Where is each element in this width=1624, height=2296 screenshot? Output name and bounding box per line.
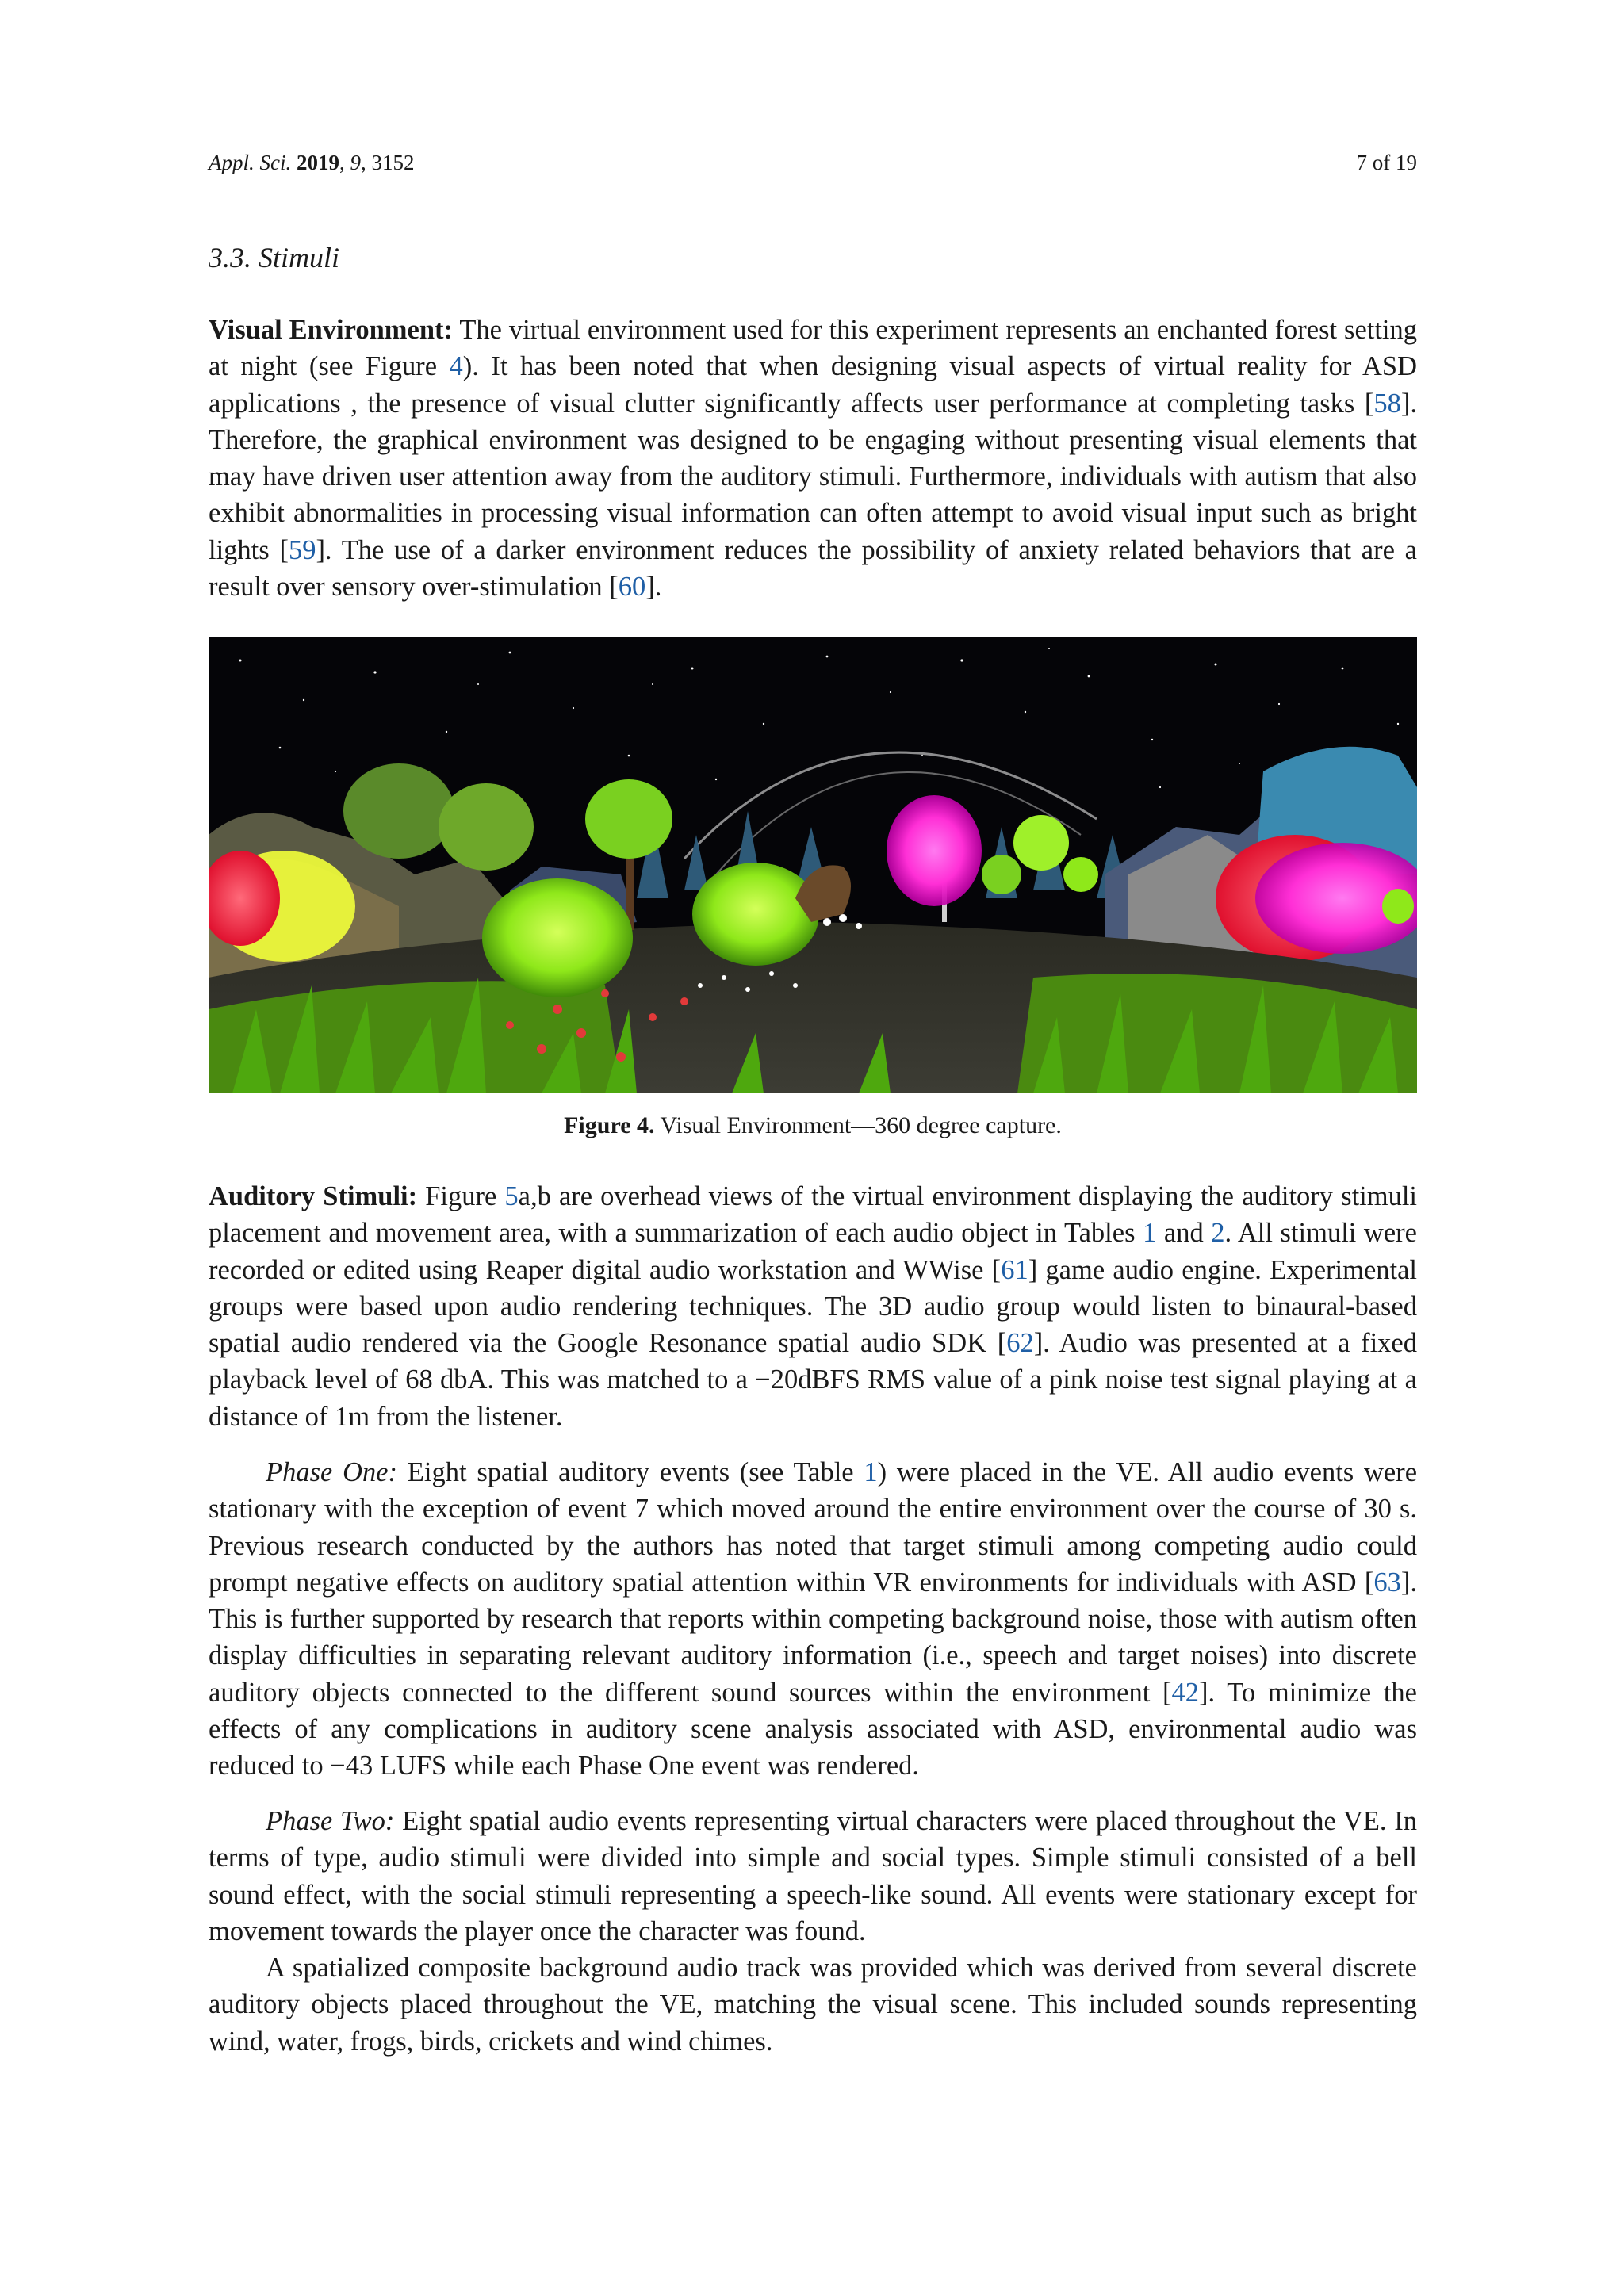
text-run: ] game audio engine. Experimental groups were based upon audio rendering techniques. The 3D audio group would listen to binaural-based spatial audio rendered via the Google Resonance spatial audio SDK [ [209,1254,1417,1359]
text-run: ) were placed in the VE. All audio events were stationary with the exception of event 7 which moved around the entire environment over the course of 30 s. Previous research conducted by the authors has noted that target stimuli among competing audio could prompt negative effects on auditory spatial attention within VR environments for individuals with ASD [ [209,1457,1418,1598]
lime-bush-left [482,878,633,997]
table-link[interactable]: 1 [1143,1218,1157,1249]
text-run: Figure [417,1181,505,1211]
figure-4-image [209,637,1417,1093]
figure-caption [209,1112,1417,1139]
text-run: a,b are overhead views of the virtual environment displaying the auditory stimuli placement and movement area, with a summarization of each audio object in Tables [209,1181,1417,1249]
table-link[interactable]: 2 [1211,1218,1225,1249]
text-run: ]. Therefore, the graphical environment was designed to be engaging without presenting visual elements that may have driven user attention away from the auditory stimuli. Furthermore, individuals with autism that also exhibit abnormalities in processing visual information can often attempt to avoid visual input such as bright lights [ [209,388,1417,565]
citation-link[interactable]: 60 [618,572,646,603]
text-run: ]. [645,572,662,603]
journal-name: Appl. Sci. [209,151,292,174]
text-run: Eight spatial audio events representing virtual characters were placed throughout the VE. In terms of type, audio stimuli were divided into simple and social types. Simple stimuli consisted of a bell sound effect, with the social stimuli representing a speech-like sound. All events were stationary except for movement towards the player once the character was found. [209,1806,1417,1946]
phase-two-paragraph [209,1803,1417,1950]
section-heading: 3.3. Stimuli [209,242,340,274]
citation-link[interactable]: 58 [1373,388,1401,419]
forest-scene-illustration [209,637,1417,1093]
figure-label: Figure 4. [564,1112,655,1138]
text-run: . All stimuli were recorded or edited using Reaper digital audio workstation and WWise [ [209,1218,1417,1285]
figure-link[interactable]: 4 [449,351,463,382]
paragraph-lead: Auditory Stimuli: [209,1181,418,1211]
background-audio-paragraph [209,1950,1417,2060]
lime-bush-center [692,863,819,966]
journal-volume: 9 [350,151,361,174]
text-run: A spatialized composite background audio track was provided which was derived from several discrete auditory objects placed throughout the VE, matching the visual scene. This included sounds representing wind, water, frogs, birds, crickets and wind chimes. [209,1953,1417,2057]
text-run: ]. To minimize the effects of any complications in auditory scene analysis associated with ASD, environmental audio was reduced to −43 LUFS while each Phase One event was rendered. [209,1677,1417,1781]
text-run: ). It has been noted that when designing visual aspects of virtual reality for ASD applications , the presence of visual clutter significantly affects user performance at completing tasks [ [209,351,1417,419]
journal-year: 2019 [296,151,339,174]
citation-link[interactable]: 62 [1006,1328,1034,1359]
text-run: Eight spatial auditory events (see Table [397,1457,864,1487]
figure-link[interactable]: 5 [504,1181,519,1211]
citation-link[interactable]: 61 [1001,1254,1028,1285]
paragraph-lead: Phase Two: [266,1806,395,1836]
figure-caption-text: Visual Environment—360 degree capture. [654,1112,1062,1138]
auditory-stimuli-paragraph [209,1178,1417,1435]
visual-environment-paragraph [209,312,1417,605]
phase-one-paragraph [209,1454,1417,1785]
citation-link[interactable]: 59 [288,534,316,565]
paragraph-lead: Phase One: [266,1457,398,1487]
text-run: The virtual environment used for this experiment represents an enchanted forest setting at night (see Figure [209,315,1418,382]
journal-citation: Appl. Sci. 2019, 9, 3152 [209,151,415,174]
text-run: and [1156,1218,1212,1249]
page-number: 7 of 19 [1356,151,1417,174]
text-run: ]. The use of a darker environment reduces the possibility of anxiety related behaviors that are a result over sensory over-stimulation [ [209,534,1417,603]
citation-link[interactable]: 42 [1171,1677,1200,1708]
text-run: ]. Audio was presented at a fixed playback level of 68 dbA. This was matched to a −20dBFS RMS value of a pink noise test signal playing at a distance of 1m from the listener. [209,1328,1417,1432]
table-link[interactable]: 1 [864,1457,878,1487]
paragraph-lead: Visual Environment: [209,315,453,345]
running-header [209,151,1417,182]
pink-tree [887,795,982,906]
lime-tree [585,779,672,859]
citation-link[interactable]: 63 [1373,1567,1401,1598]
text-run: ]. This is further supported by research that reports within competing background noise, those with autism often display difficulties in separating relevant auditory information (i.e., speech and target noises) into discrete auditory objects connected to the different sound sources within the environment [ [209,1567,1417,1708]
lime-tree-right [1013,815,1069,871]
article-number: 3152 [371,151,415,174]
